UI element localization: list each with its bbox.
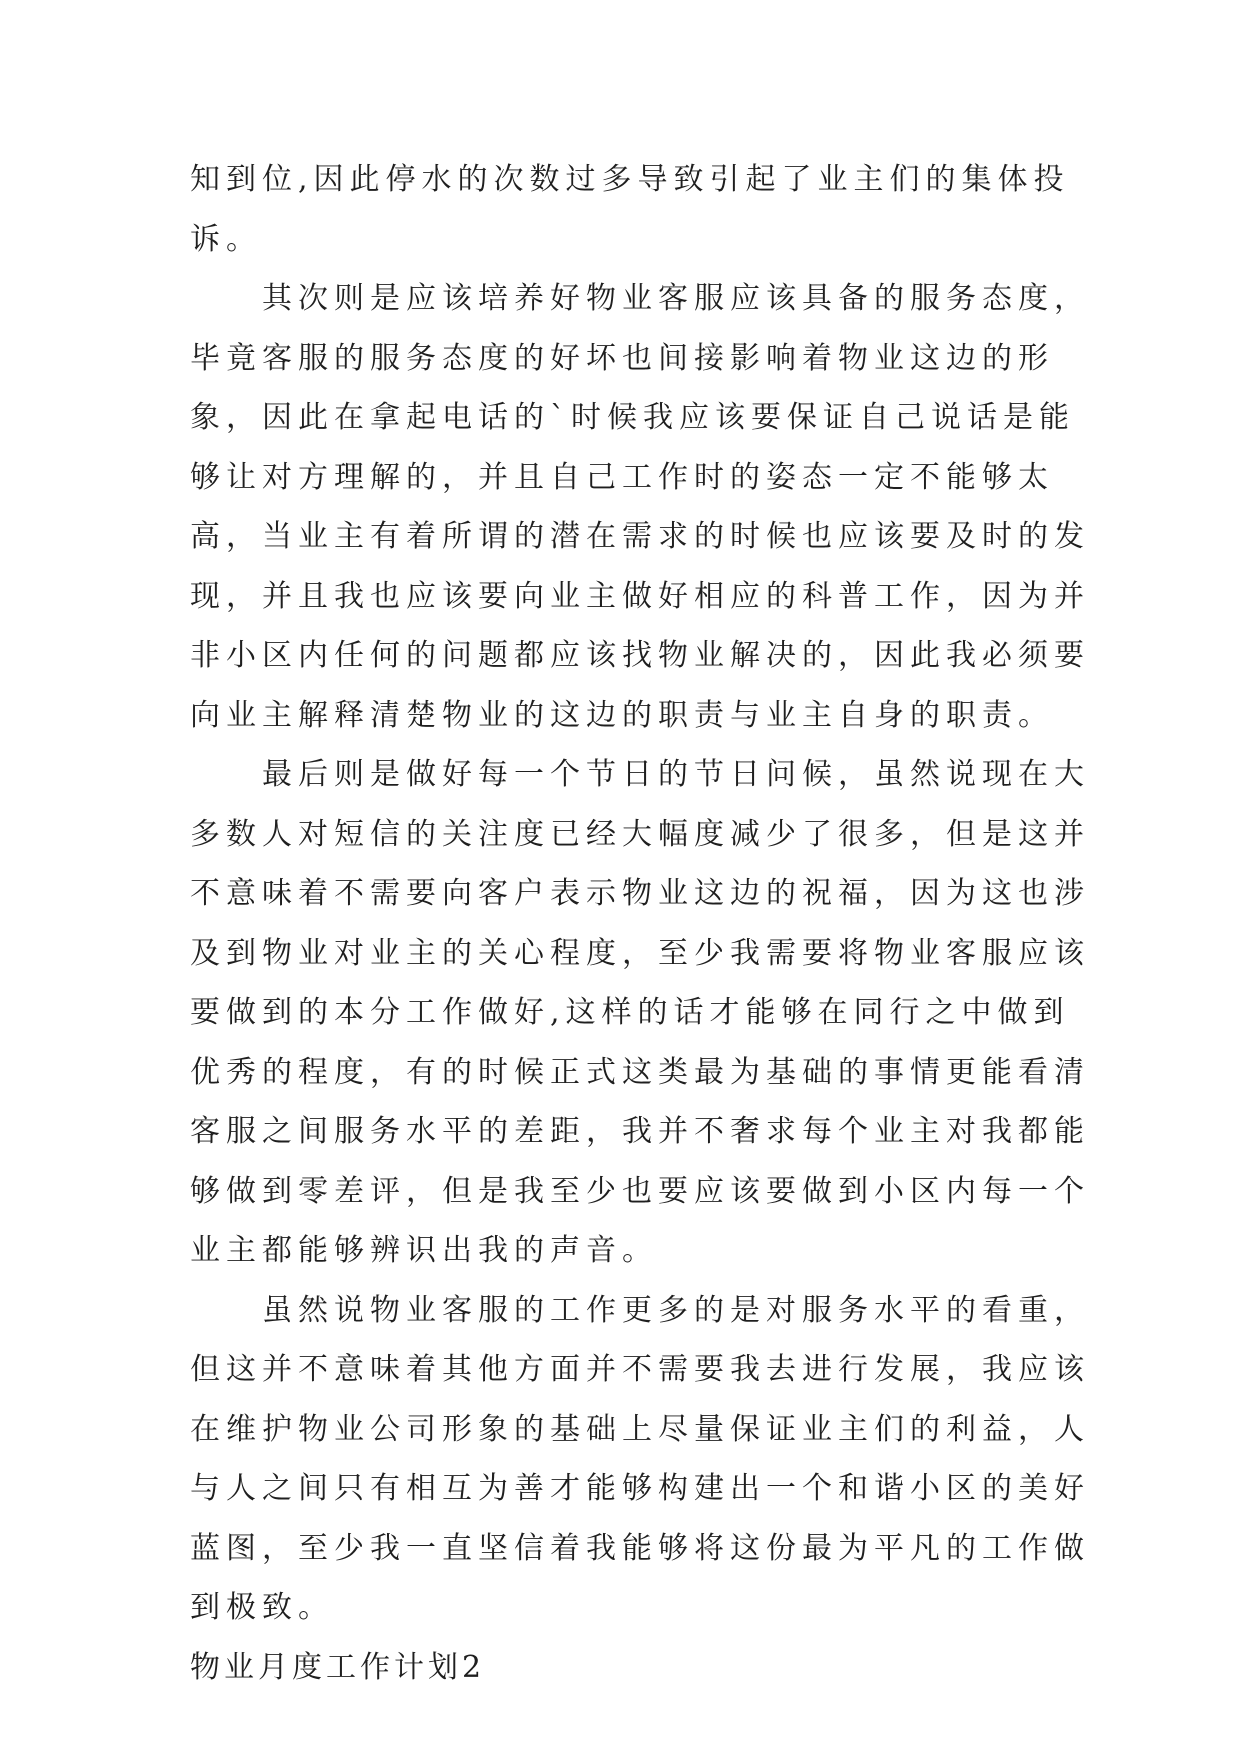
paragraph-2: 其次则是应该培养好物业客服应该具备的服务态度，毕竟客服的服务态度的好坏也间接影响着物业这边的形象，因此在拿起电话的`时候我应该要保证自己说话是能够让对方理解的，并且自己工作时的姿态一定不能够太高，当业主有着所谓的潜在需求的时候也应该要及时的发现，并且我也应该要向业主做好相应的科普工作，因为并非小区内任何的问题都应该找物业解决的，因此我必须要向业主解释清楚物业的这边的职责与业主自身的职责。: [190, 281, 1090, 733]
paragraph-4: 虽然说物业客服的工作更多的是对服务水平的看重，但这并不意味着其他方面并不需要我去进行发展，我应该在维护物业公司形象的基础上尽量保证业主们的利益，人与人之间只有相互为善才能够构建出一个和谐小区的美好蓝图，至少我一直坚信着我能够将这份最为平凡的工作做到极致。: [190, 1292, 1090, 1625]
paragraph-1: 知到位,因此停水的次数过多导致引起了业主们的集体投诉。: [190, 162, 1070, 257]
section-heading: 物业月度工作计划2: [190, 1649, 486, 1685]
document-body: [190, 150, 1090, 1697]
paragraph-3: 最后则是做好每一个节日的节日问候，虽然说现在大多数人对短信的关注度已经大幅度减少了很多，但是这并不意味着不需要向客户表示物业这边的祝福，因为这也涉及到物业对业主的关心程度，至少我需要将物业客服应该要做到的本分工作做好,这样的话才能够在同行之中做到优秀的程度，有的时候正式这类最为基础的事情更能看清客服之间服务水平的差距，我并不奢求每个业主对我都能够做到零差评，但是我至少也要应该要做到小区内每一个业主都能够辨识出我的声音。: [190, 757, 1090, 1268]
